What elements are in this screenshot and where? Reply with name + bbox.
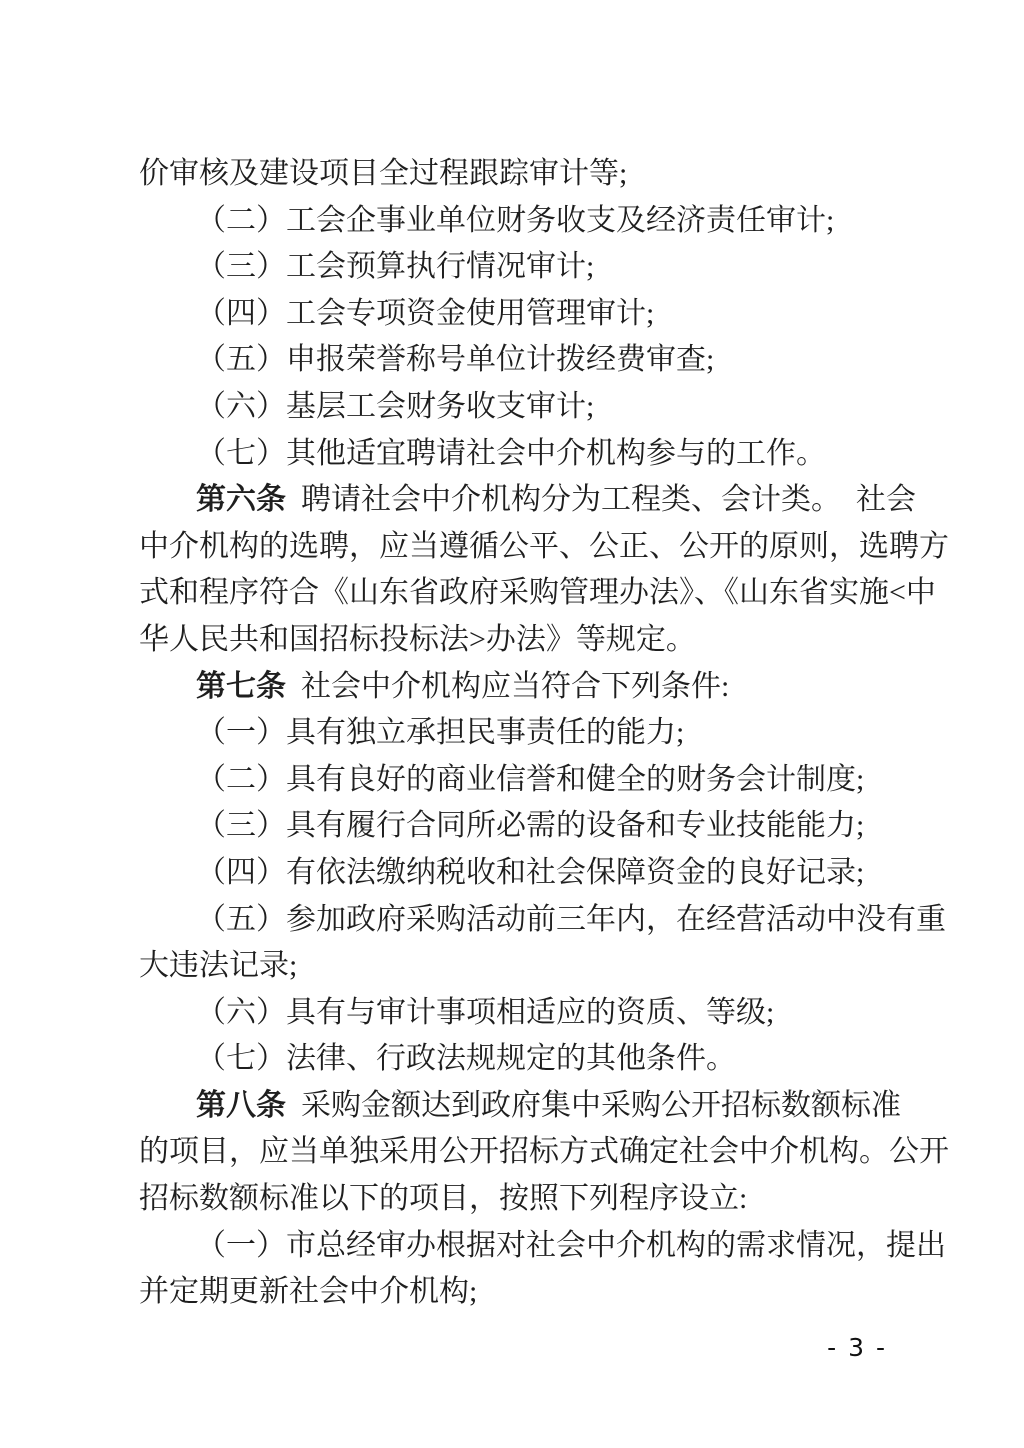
line-text: （六）基层工会财务收支审计; xyxy=(196,389,595,423)
line-text: （五）参加政府采购活动前三年内，在经营活动中没有重 xyxy=(196,902,946,936)
line-text: （二）工会企事业单位财务收支及经济责任审计; xyxy=(196,203,835,237)
line-text: 的项目，应当单独采用公开招标方式确定社会中介机构。公开 xyxy=(139,1135,949,1169)
line-text: 式和程序符合《山东省政府采购管理办法》、《山东省实施<中 xyxy=(139,576,936,610)
line-text: 价审核及建设项目全过程跟踪审计等; xyxy=(139,157,628,190)
doc-line xyxy=(139,617,885,664)
line-text: 招标数额标准以下的项目，按照下列程序设立: xyxy=(139,1182,748,1216)
doc-line-item-7 xyxy=(139,1036,885,1083)
line-text: （四）工会专项资金使用管理审计; xyxy=(196,296,655,330)
doc-line xyxy=(139,943,885,990)
doc-line-item-1 xyxy=(139,710,885,757)
doc-line-item-6 xyxy=(139,384,885,431)
line-text: 中介机构的选聘，应当遵循公平、公正、公开的原则，选聘方 xyxy=(139,529,949,563)
line-text: 社会中介机构应当符合下列条件: xyxy=(301,669,730,703)
doc-line-item-3 xyxy=(139,244,885,291)
line-text: 聘请社会中介机构分为工程类、会计类。 社会 xyxy=(301,483,916,517)
doc-line-item-2 xyxy=(139,757,885,804)
doc-line xyxy=(139,1269,885,1316)
article-number: 第八条 xyxy=(196,1088,286,1122)
line-text: （七）其他适宜聘请社会中介机构参与的工作。 xyxy=(196,436,826,470)
doc-line-item-6 xyxy=(139,990,885,1037)
line-text: 大违法记录; xyxy=(139,949,298,983)
document-body xyxy=(139,151,949,1316)
line-text: （三）工会预算执行情况审计; xyxy=(196,250,595,284)
line-text: （一）市总经审办根据对社会中介机构的需求情况，提出 xyxy=(196,1228,946,1262)
line-text: （六）具有与审计事项相适应的资质、等级; xyxy=(196,995,775,1029)
line-text: （五）申报荣誉称号单位计拨经费审查; xyxy=(196,343,715,377)
doc-line-item-2 xyxy=(139,198,885,245)
doc-line-item-4 xyxy=(139,850,885,897)
doc-line-article-6 xyxy=(139,477,916,524)
doc-line xyxy=(139,1129,949,1176)
line-text: （二）具有良好的商业信誉和健全的财务会计制度; xyxy=(196,762,865,796)
article-number: 第六条 xyxy=(196,483,286,517)
line-text: 并定期更新社会中介机构; xyxy=(139,1275,478,1309)
doc-line xyxy=(139,570,936,617)
doc-line-item-5 xyxy=(139,337,885,384)
doc-line-item-5 xyxy=(139,897,946,944)
line-text: （三）具有履行合同所必需的设备和专业技能能力; xyxy=(196,809,865,843)
line-text: （四）有依法缴纳税收和社会保障资金的良好记录; xyxy=(196,855,865,889)
article-number: 第七条 xyxy=(196,669,286,703)
doc-line xyxy=(139,151,885,198)
doc-line-item-1 xyxy=(139,1223,946,1270)
line-text: （七）法律、行政法规规定的其他条件。 xyxy=(196,1042,736,1076)
doc-line-item-7 xyxy=(139,431,885,478)
doc-line xyxy=(139,524,949,571)
line-text: （一）具有独立承担民事责任的能力; xyxy=(196,716,685,750)
doc-line-article-7 xyxy=(139,664,885,711)
page-number: - 3 - xyxy=(827,1333,887,1362)
line-text: 华人民共和国招标投标法>办法》等规定。 xyxy=(139,622,696,656)
doc-line-item-3 xyxy=(139,803,885,850)
doc-line-item-4 xyxy=(139,291,885,338)
doc-line-article-8 xyxy=(139,1083,901,1130)
doc-line xyxy=(139,1176,885,1223)
line-text: 采购金额达到政府集中采购公开招标数额标准 xyxy=(301,1088,901,1122)
